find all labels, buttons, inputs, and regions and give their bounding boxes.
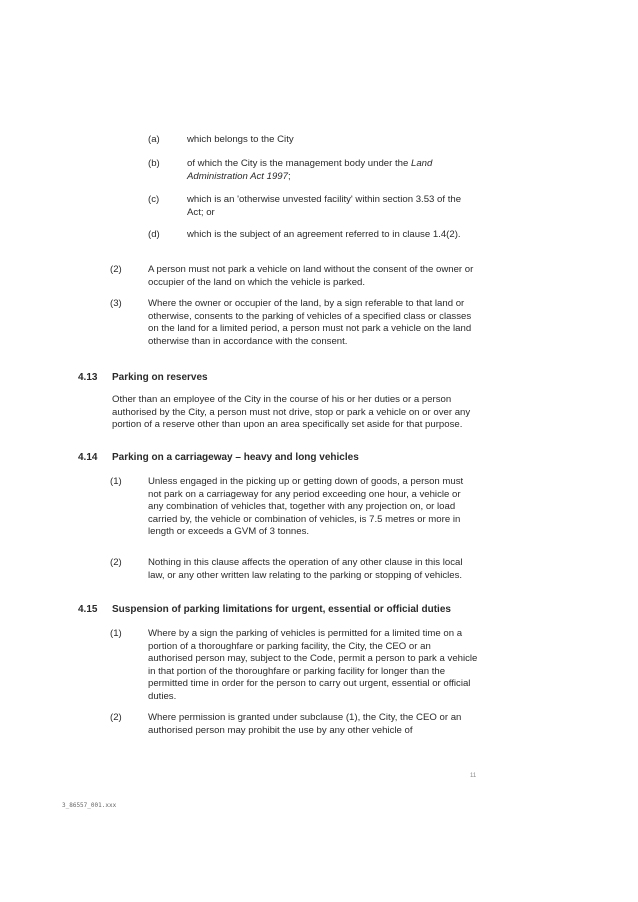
- s414-sub2-text: Nothing in this clause affects the operation of any other clause in this local law, or any other written law relating to the parking or stopping of vehicles.: [148, 557, 463, 581]
- item-b-label: (b): [148, 158, 160, 169]
- s415-sub2-text: Where permission is granted under subclause (1), the City, the CEO or an authorised person may prohibit the use by any other vehicle of: [148, 712, 462, 736]
- section-4-13-number: 4.13: [78, 372, 98, 383]
- item-d-label: (d): [148, 229, 160, 240]
- section-4-14-number: 4.14: [78, 452, 98, 463]
- section-4-13-text: Other than an employee of the City in the course of his or her duties or a person authorised by the City, a person must not drive, stop or park a vehicle on or over any portion of a reserve other than upon an area specifically set aside for that purpose.: [112, 394, 471, 430]
- subclause-2-text: A person must not park a vehicle on land without the consent of the owner or occupier of the land on which the vehicle is parked.: [148, 264, 474, 288]
- item-a-label: (a): [148, 134, 160, 145]
- subclause-3-text: Where the owner or occupier of the land, by a sign referable to that land or otherwise, consents to the parking of vehicles of a specified class or classes on the land for a limited period, a person must not park a vehicle on the land otherwise than in accordance with the consent.: [148, 298, 472, 347]
- item-b-text: of which the City is the management body under the Land Administration Act 1997;: [187, 158, 433, 182]
- item-a-text: which belongs to the City: [187, 134, 294, 145]
- item-d-text: which is the subject of an agreement referred to in clause 1.4(2).: [187, 229, 461, 240]
- section-4-15-number: 4.15: [78, 604, 98, 615]
- s414-sub2-label: (2): [110, 557, 122, 568]
- subclause-3-label: (3): [110, 298, 122, 309]
- section-4-13-title: Parking on reserves: [112, 372, 208, 383]
- s415-sub2-label: (2): [110, 712, 122, 723]
- s414-sub1-text: Unless engaged in the picking up or getting down of goods, a person must not park on a carriageway for any period exceeding one hour, a vehicle or any combination of vehicles that, together with any projection on, or load carried by, the vehicle or combination of vehicles, is 7.5 metres or more in length or exceeds a GVM of 3 tonnes.: [148, 476, 464, 537]
- page-number: 11: [470, 773, 477, 779]
- section-4-15-title: Suspension of parking limitations for urgent, essential or official duties: [112, 604, 451, 615]
- s415-sub1-label: (1): [110, 628, 122, 639]
- document-code: 3_86557_001.xxx: [62, 802, 117, 809]
- item-c-label: (c): [148, 194, 160, 205]
- section-4-14-title: Parking on a carriageway – heavy and long vehicles: [112, 452, 359, 463]
- s414-sub1-label: (1): [110, 476, 122, 487]
- s415-sub1-text: Where by a sign the parking of vehicles is permitted for a limited time on a portion of a thoroughfare or parking facility, the City, the CEO or an authorised person may, subject to the Code, permit a person to park a vehicle in that portion of the thoroughfare or parking facility for longer than the permitted time in order for the person to carry out urgent, essential or official duties.: [148, 628, 478, 702]
- subclause-2-label: (2): [110, 264, 122, 275]
- item-c-text: which is an 'otherwise unvested facility' within section 3.53 of the Act; or: [187, 194, 462, 218]
